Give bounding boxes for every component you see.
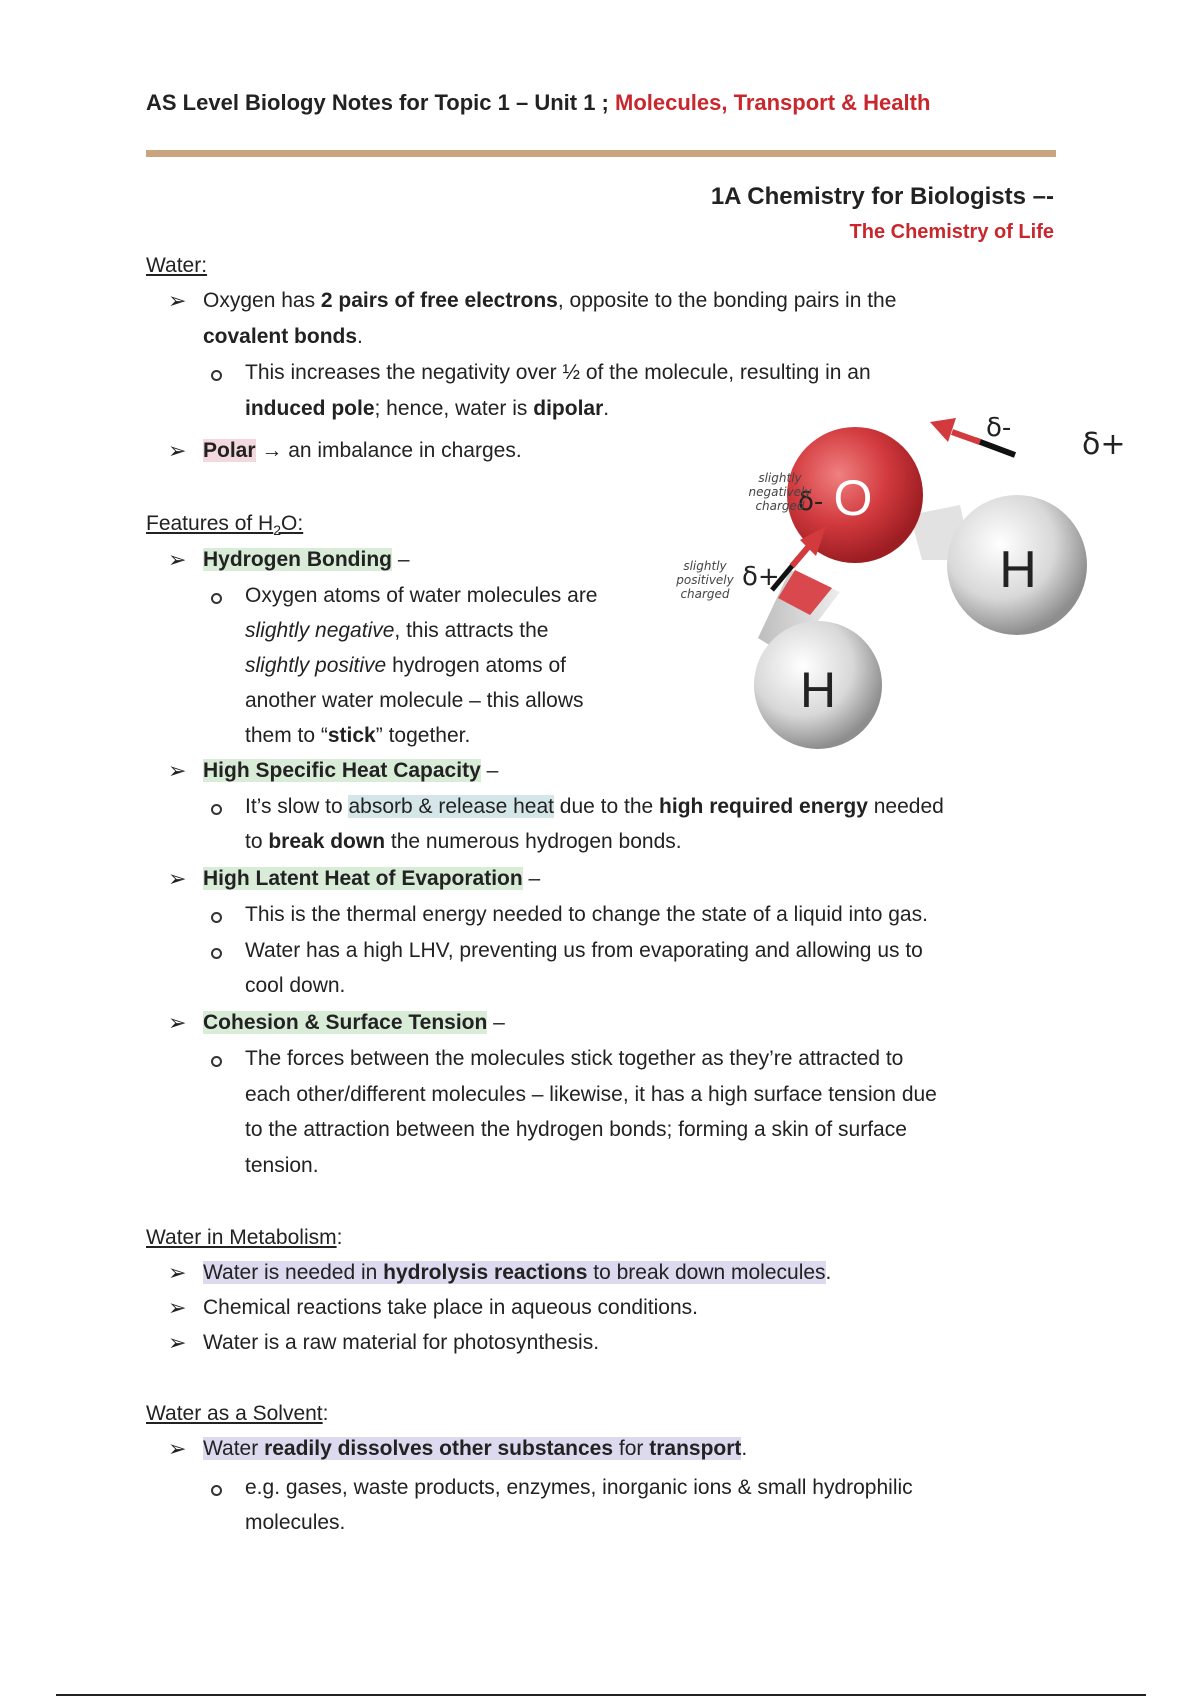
polar-term: Polar bbox=[203, 439, 256, 462]
bullet-arrow-icon: ➢ bbox=[168, 1436, 187, 1461]
metabolism-bullet-1 bbox=[203, 1260, 831, 1286]
cst-line-1: The forces between the molecules stick together as they’re attracted to bbox=[245, 1047, 904, 1070]
lhe-line-2: Water has a high LHV, preventing us from evaporating and allowing us to bbox=[245, 939, 923, 962]
text: . bbox=[357, 325, 363, 348]
title-block bbox=[711, 183, 1054, 244]
text: , this attracts the bbox=[394, 619, 549, 642]
water-molecule-diagram bbox=[660, 410, 1180, 770]
text: Water is needed in bbox=[203, 1261, 384, 1284]
specific-heat-bullet bbox=[203, 758, 498, 784]
cst-line-4: tension. bbox=[245, 1154, 319, 1177]
latent-heat-bullet bbox=[203, 866, 540, 892]
highlight-text: absorb & release heat bbox=[348, 795, 554, 818]
bullet-arrow-icon: ➢ bbox=[168, 1010, 187, 1035]
cst-line-2: each other/different molecules – likewise, it has a high surface tension due bbox=[245, 1083, 937, 1106]
features-heading bbox=[146, 511, 303, 543]
header-highlight: Molecules, Transport & Health bbox=[615, 90, 931, 115]
bullet-arrow-icon: ➢ bbox=[168, 1260, 187, 1285]
note-line: positively bbox=[676, 573, 734, 587]
solvent-heading bbox=[146, 1401, 328, 1427]
text: Features of H bbox=[146, 512, 274, 535]
water-bullet-polar bbox=[203, 438, 522, 464]
bullet-arrow-icon: ➢ bbox=[168, 288, 187, 313]
text: due to the bbox=[553, 795, 660, 818]
bullet-arrow-icon: ➢ bbox=[168, 1295, 187, 1320]
shc-line-1 bbox=[245, 794, 944, 820]
water-sub-bullet: This increases the negativity over ½ of the molecule, resulting in an bbox=[245, 361, 871, 384]
text: Water bbox=[203, 1437, 265, 1460]
heading-text: Water as a Solvent bbox=[146, 1402, 323, 1425]
text: – bbox=[487, 1011, 505, 1034]
delta-plus-hydrogen: δ+ bbox=[742, 562, 780, 592]
lhe-line-1: This is the thermal energy needed to change the state of a liquid into gas. bbox=[245, 903, 928, 926]
water-sub-bullet-cont bbox=[245, 396, 609, 422]
water-bullet-1-cont bbox=[203, 324, 363, 350]
solvent-bullet-1 bbox=[203, 1436, 747, 1462]
text: , opposite to the bonding pairs in the bbox=[557, 289, 897, 312]
solvent-sub-line-1: e.g. gases, waste products, enzymes, inorganic ions & small hydrophilic bbox=[245, 1476, 913, 1499]
cohesion-bullet bbox=[203, 1010, 505, 1036]
hb-line-5 bbox=[245, 723, 470, 749]
text: : bbox=[336, 1226, 343, 1249]
bold-text: hydrolysis reactions bbox=[383, 1261, 588, 1284]
text: the numerous hydrogen bonds. bbox=[385, 830, 682, 853]
bullet-circle-icon bbox=[211, 593, 222, 604]
bullet-circle-icon bbox=[211, 948, 222, 959]
metabolism-bullet-2: Chemical reactions take place in aqueous conditions. bbox=[203, 1296, 698, 1319]
bold-text: stick bbox=[327, 724, 376, 747]
page-header bbox=[146, 90, 930, 116]
heading-text: Water in Metabolism bbox=[146, 1226, 337, 1249]
shc-line-2 bbox=[245, 829, 682, 855]
bold-text: transport bbox=[649, 1437, 742, 1460]
text: to bbox=[245, 830, 269, 853]
text: ” together. bbox=[375, 724, 471, 747]
bold-text: dipolar bbox=[533, 397, 604, 420]
header-divider bbox=[146, 150, 1056, 157]
bullet-arrow-icon: ➢ bbox=[168, 1330, 187, 1355]
specific-heat-term: High Specific Heat Capacity bbox=[203, 759, 481, 782]
text: O: bbox=[281, 512, 304, 535]
page-subtitle: The Chemistry of Life bbox=[849, 221, 1054, 243]
page-title: 1A Chemistry for Biologists –- bbox=[710, 183, 1054, 210]
water-heading: Water: bbox=[146, 254, 208, 277]
delta-minus-oxygen: δ- bbox=[798, 487, 824, 517]
bullet-circle-icon bbox=[211, 1056, 222, 1067]
text: – bbox=[522, 867, 541, 890]
cst-line-3: to the attraction between the hydrogen bonds; forming a skin of surface bbox=[245, 1118, 907, 1141]
note-line: charged bbox=[755, 499, 805, 513]
bullet-circle-icon bbox=[211, 1485, 222, 1496]
text: to break down molecules bbox=[587, 1261, 826, 1284]
text: Oxygen has bbox=[203, 289, 321, 312]
bold-text: induced pole bbox=[245, 397, 375, 420]
text: : bbox=[322, 1402, 329, 1425]
hydrogen-bonding-term: Hydrogen Bonding bbox=[203, 548, 392, 571]
hb-line-4: another water molecule – this allows bbox=[245, 689, 584, 712]
lhe-line-3: cool down. bbox=[245, 974, 346, 997]
text: → an imbalance in charges. bbox=[255, 439, 522, 462]
text: them to “ bbox=[245, 724, 328, 747]
metabolism-bullet-3: Water is a raw material for photosynthesis. bbox=[203, 1331, 600, 1354]
header-prefix: AS Level Biology Notes for Topic 1 – Unit 1 ; bbox=[146, 90, 615, 115]
hb-line-2 bbox=[245, 618, 549, 644]
delta-minus-top: δ- bbox=[986, 413, 1012, 443]
bullet-arrow-icon: ➢ bbox=[168, 758, 187, 783]
italic-text: slightly negative bbox=[245, 619, 395, 642]
text: . bbox=[603, 397, 610, 420]
highlight-span bbox=[203, 1261, 826, 1284]
solvent-sub-line-2: molecules. bbox=[245, 1511, 346, 1534]
text: – bbox=[480, 759, 499, 782]
bullet-arrow-icon: ➢ bbox=[168, 547, 187, 572]
text: . bbox=[741, 1437, 748, 1460]
bullet-circle-icon bbox=[211, 912, 222, 923]
highlight-span bbox=[203, 1437, 741, 1460]
bold-text: 2 pairs of free electrons bbox=[320, 289, 558, 312]
positive-note bbox=[675, 559, 734, 601]
cohesion-term: Cohesion & Surface Tension bbox=[203, 1011, 488, 1034]
text: for bbox=[613, 1437, 650, 1460]
note-line: slightly bbox=[683, 559, 727, 573]
bullet-circle-icon bbox=[211, 804, 222, 815]
hb-line-1: Oxygen atoms of water molecules are bbox=[245, 584, 598, 607]
text: – bbox=[391, 548, 410, 571]
bold-text: readily dissolves other substances bbox=[264, 1437, 614, 1460]
latent-heat-term: High Latent Heat of Evaporation bbox=[203, 867, 523, 890]
bold-text: break down bbox=[268, 830, 386, 853]
hydrogen-symbol-lower: H bbox=[799, 662, 837, 718]
footer-divider bbox=[56, 1694, 1146, 1696]
bullet-circle-icon bbox=[211, 370, 222, 381]
text: ; hence, water is bbox=[374, 397, 534, 420]
bullet-arrow-icon: ➢ bbox=[168, 866, 187, 891]
hydrogen-bonding-bullet bbox=[203, 547, 410, 573]
hb-line-3 bbox=[245, 653, 566, 679]
text: needed bbox=[867, 795, 944, 818]
note-line: slightly bbox=[758, 471, 802, 485]
bullet-arrow-icon: ➢ bbox=[168, 438, 187, 463]
bold-text: high required energy bbox=[659, 795, 868, 818]
note-line: charged bbox=[680, 587, 730, 601]
text: It’s slow to bbox=[245, 795, 349, 818]
note-line: negatively bbox=[748, 485, 812, 499]
bold-text: covalent bonds bbox=[203, 325, 358, 348]
metabolism-heading bbox=[146, 1225, 342, 1251]
water-bullet-1 bbox=[203, 288, 896, 314]
italic-text: slightly positive bbox=[245, 654, 387, 677]
subscript: 2 bbox=[273, 522, 282, 538]
text: hydrogen atoms of bbox=[386, 654, 567, 677]
hydrogen-symbol-right: H bbox=[999, 541, 1037, 599]
oxygen-symbol: O bbox=[833, 470, 873, 526]
text: . bbox=[825, 1261, 832, 1284]
delta-plus-right: δ+ bbox=[1082, 427, 1126, 462]
